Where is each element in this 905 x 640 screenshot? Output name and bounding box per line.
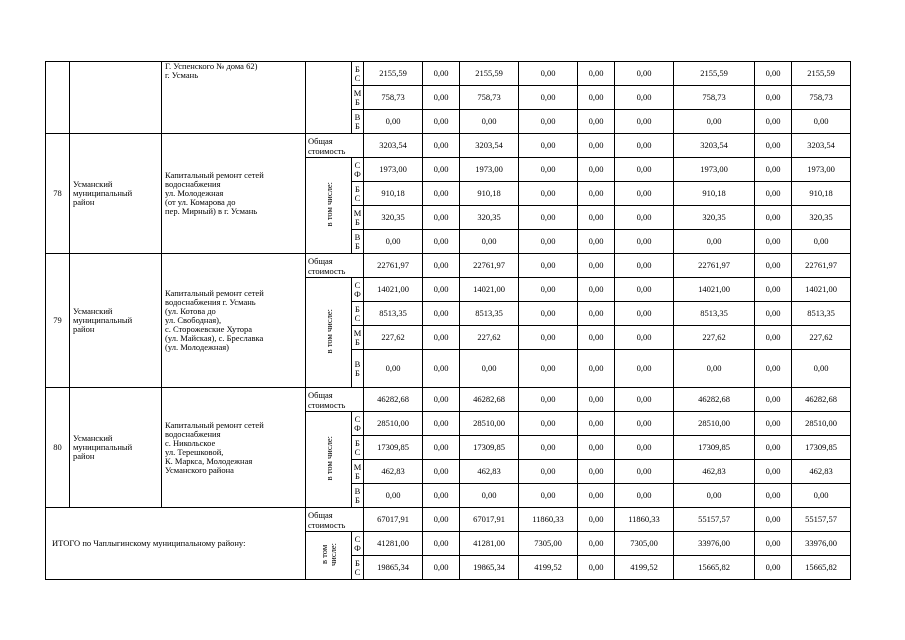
value-cell: 227,62 (460, 326, 519, 350)
value-cell: 2155,59 (364, 62, 423, 86)
value-cell: 320,35 (460, 206, 519, 230)
value-cell: 41281,00 (460, 532, 519, 556)
value-cell: 0,00 (755, 412, 792, 436)
fund-code: С Ф (352, 158, 364, 182)
fund-code: М Б (352, 86, 364, 110)
value-cell: 0,00 (423, 158, 460, 182)
value-cell: 0,00 (615, 86, 674, 110)
including-label: в том числе: (318, 543, 338, 566)
value-cell: 41281,00 (364, 532, 423, 556)
value-cell: 462,83 (460, 460, 519, 484)
district-name (70, 62, 162, 134)
value-cell: 0,00 (423, 412, 460, 436)
value-cell: 0,00 (755, 134, 792, 158)
value-cell: 0,00 (519, 230, 578, 254)
value-cell: 28510,00 (364, 412, 423, 436)
value-cell: 0,00 (755, 484, 792, 508)
value-cell: 0,00 (364, 350, 423, 388)
value-cell: 7305,00 (615, 532, 674, 556)
value-cell: 0,00 (519, 436, 578, 460)
value-cell: 8513,35 (792, 302, 851, 326)
value-cell: 1973,00 (460, 158, 519, 182)
value-cell: 55157,57 (674, 508, 755, 532)
value-cell: 0,00 (755, 278, 792, 302)
value-cell: 2155,59 (460, 62, 519, 86)
value-cell: 1973,00 (792, 158, 851, 182)
value-cell: 0,00 (755, 388, 792, 412)
total-cost-label: Общая стоимость (306, 254, 364, 278)
value-cell: 0,00 (519, 350, 578, 388)
value-cell: 0,00 (578, 412, 615, 436)
value-cell: 0,00 (615, 230, 674, 254)
fund-code: М Б (352, 460, 364, 484)
value-cell: 0,00 (615, 206, 674, 230)
value-cell: 17309,85 (460, 436, 519, 460)
value-cell: 910,18 (792, 182, 851, 206)
value-cell: 46282,68 (674, 388, 755, 412)
total-cost-label: Общая стоимость (306, 508, 364, 532)
value-cell: 0,00 (423, 110, 460, 134)
value-cell: 462,83 (364, 460, 423, 484)
value-cell: 758,73 (792, 86, 851, 110)
value-cell: 4199,52 (519, 556, 578, 580)
value-cell: 3203,54 (364, 134, 423, 158)
value-cell: 0,00 (423, 460, 460, 484)
value-cell: 0,00 (615, 158, 674, 182)
value-cell: 0,00 (755, 62, 792, 86)
value-cell: 14021,00 (792, 278, 851, 302)
value-cell: 28510,00 (460, 412, 519, 436)
value-cell: 19865,34 (460, 556, 519, 580)
district-name: Усманский муниципальный район (70, 388, 162, 508)
value-cell: 0,00 (615, 484, 674, 508)
value-cell: 0,00 (460, 230, 519, 254)
value-cell: 0,00 (578, 388, 615, 412)
value-cell: 462,83 (792, 460, 851, 484)
budget-table-sheet (45, 61, 851, 580)
fund-code: В Б (352, 110, 364, 134)
value-cell: 227,62 (364, 326, 423, 350)
value-cell: 0,00 (519, 460, 578, 484)
value-cell: 67017,91 (460, 508, 519, 532)
value-cell: 0,00 (755, 206, 792, 230)
value-cell: 3203,54 (460, 134, 519, 158)
value-cell: 0,00 (792, 110, 851, 134)
value-cell: 8513,35 (674, 302, 755, 326)
project-description: Капитальный ремонт сетей водоснабжения г. Усмань (ул. Котова до ул. Свободная), с. Сторожевские Хутора (ул. Майская), с. Бреславка (ул. Молодежная) (162, 254, 306, 388)
value-cell: 15665,82 (792, 556, 851, 580)
value-cell: 0,00 (578, 158, 615, 182)
value-cell: 33976,00 (792, 532, 851, 556)
value-cell: 28510,00 (792, 412, 851, 436)
value-cell: 0,00 (578, 326, 615, 350)
value-cell: 19865,34 (364, 556, 423, 580)
value-cell: 0,00 (792, 350, 851, 388)
value-cell: 0,00 (423, 230, 460, 254)
value-cell: 0,00 (615, 388, 674, 412)
fund-code: Б С (352, 62, 364, 86)
budget-table (45, 61, 851, 580)
row-number (46, 62, 70, 134)
fund-code: М Б (352, 206, 364, 230)
value-cell: 22761,97 (364, 254, 423, 278)
value-cell: 0,00 (519, 206, 578, 230)
value-cell: 0,00 (364, 484, 423, 508)
grand-total-label: ИТОГО по Чаплыгинскому муниципальному району: (46, 508, 306, 580)
row-number: 80 (46, 388, 70, 508)
value-cell: 0,00 (615, 62, 674, 86)
value-cell: 0,00 (578, 350, 615, 388)
value-cell: 758,73 (460, 86, 519, 110)
value-cell: 0,00 (755, 254, 792, 278)
value-cell: 0,00 (423, 532, 460, 556)
value-cell: 0,00 (423, 278, 460, 302)
value-cell: 0,00 (519, 134, 578, 158)
value-cell: 0,00 (755, 230, 792, 254)
value-cell: 14021,00 (364, 278, 423, 302)
value-cell: 0,00 (578, 302, 615, 326)
value-cell: 8513,35 (364, 302, 423, 326)
value-cell: 0,00 (578, 134, 615, 158)
value-cell: 0,00 (578, 230, 615, 254)
value-cell: 11860,33 (519, 508, 578, 532)
value-cell: 4199,52 (615, 556, 674, 580)
including-label: в том числе: (323, 436, 334, 481)
value-cell: 0,00 (519, 484, 578, 508)
value-cell: 22761,97 (460, 254, 519, 278)
value-cell: 0,00 (578, 62, 615, 86)
row-number: 79 (46, 254, 70, 388)
value-cell: 3203,54 (792, 134, 851, 158)
value-cell: 67017,91 (364, 508, 423, 532)
value-cell: 0,00 (578, 556, 615, 580)
value-cell: 758,73 (674, 86, 755, 110)
value-cell: 0,00 (423, 388, 460, 412)
value-cell: 0,00 (423, 254, 460, 278)
fund-code: С Ф (352, 278, 364, 302)
value-cell: 0,00 (578, 110, 615, 134)
value-cell: 0,00 (460, 110, 519, 134)
value-cell: 0,00 (578, 254, 615, 278)
value-cell: 227,62 (674, 326, 755, 350)
value-cell: 0,00 (615, 278, 674, 302)
fund-code: С Ф (352, 532, 364, 556)
including-label-cell (306, 278, 352, 388)
row-number: 78 (46, 134, 70, 254)
value-cell: 8513,35 (460, 302, 519, 326)
value-cell: 0,00 (615, 134, 674, 158)
value-cell: 46282,68 (460, 388, 519, 412)
value-cell: 0,00 (755, 158, 792, 182)
including-label-cell (306, 532, 352, 580)
value-cell: 0,00 (423, 556, 460, 580)
value-cell: 758,73 (364, 86, 423, 110)
value-cell: 46282,68 (792, 388, 851, 412)
value-cell: 17309,85 (792, 436, 851, 460)
value-cell: 0,00 (615, 412, 674, 436)
value-cell: 0,00 (519, 62, 578, 86)
value-cell: 0,00 (460, 484, 519, 508)
value-cell: 227,62 (792, 326, 851, 350)
value-cell: 0,00 (423, 484, 460, 508)
value-cell: 14021,00 (674, 278, 755, 302)
fund-code: С Ф (352, 412, 364, 436)
value-cell: 910,18 (364, 182, 423, 206)
value-cell: 0,00 (519, 388, 578, 412)
project-description: Капитальный ремонт сетей водоснабжения ул. Молодежная (от ул. Комарова до пер. Мирный) в г. Усмань (162, 134, 306, 254)
value-cell: 0,00 (615, 436, 674, 460)
value-cell: 0,00 (755, 182, 792, 206)
value-cell: 0,00 (364, 110, 423, 134)
district-name: Усманский муниципальный район (70, 134, 162, 254)
value-cell: 0,00 (755, 110, 792, 134)
value-cell: 17309,85 (364, 436, 423, 460)
value-cell: 1973,00 (674, 158, 755, 182)
value-cell: 0,00 (519, 86, 578, 110)
fund-code: Б С (352, 182, 364, 206)
value-cell: 0,00 (755, 326, 792, 350)
value-cell: 17309,85 (674, 436, 755, 460)
value-cell: 0,00 (674, 110, 755, 134)
value-cell: 0,00 (519, 412, 578, 436)
value-cell: 0,00 (578, 508, 615, 532)
value-cell: 55157,57 (792, 508, 851, 532)
total-cost-label: Общая стоимость (306, 388, 364, 412)
value-cell: 320,35 (792, 206, 851, 230)
value-cell: 0,00 (674, 230, 755, 254)
value-cell: 2155,59 (792, 62, 851, 86)
value-cell: 0,00 (423, 508, 460, 532)
value-cell: 0,00 (578, 460, 615, 484)
value-cell: 0,00 (792, 484, 851, 508)
value-cell: 0,00 (519, 278, 578, 302)
project-description: Г. Успенского № дома 62) г. Усмань (162, 62, 306, 134)
value-cell: 0,00 (519, 302, 578, 326)
value-cell: 0,00 (578, 206, 615, 230)
value-cell: 0,00 (423, 134, 460, 158)
including-label-cell (306, 412, 352, 508)
value-cell: 14021,00 (460, 278, 519, 302)
value-cell: 0,00 (519, 182, 578, 206)
value-cell: 1973,00 (364, 158, 423, 182)
value-cell: 0,00 (615, 254, 674, 278)
value-cell: 0,00 (519, 254, 578, 278)
total-cost-label: Общая стоимость (306, 134, 364, 158)
value-cell: 22761,97 (792, 254, 851, 278)
including-label: в том числе: (323, 182, 334, 227)
value-cell: 0,00 (615, 110, 674, 134)
value-cell: 910,18 (460, 182, 519, 206)
value-cell: 0,00 (755, 86, 792, 110)
value-cell: 0,00 (423, 350, 460, 388)
fund-code: Б С (352, 302, 364, 326)
value-cell: 0,00 (755, 508, 792, 532)
value-cell: 33976,00 (674, 532, 755, 556)
value-cell: 320,35 (364, 206, 423, 230)
value-cell: 46282,68 (364, 388, 423, 412)
fund-code: Б С (352, 556, 364, 580)
value-cell: 0,00 (423, 436, 460, 460)
total-row (46, 134, 851, 158)
value-cell: 0,00 (755, 460, 792, 484)
value-cell: 0,00 (615, 302, 674, 326)
value-cell: 0,00 (755, 436, 792, 460)
fund-code: Б С (352, 436, 364, 460)
value-cell: 0,00 (423, 86, 460, 110)
value-cell: 0,00 (615, 326, 674, 350)
value-cell: 22761,97 (674, 254, 755, 278)
value-cell: 0,00 (578, 484, 615, 508)
including-label: в том числе: (323, 309, 334, 354)
total-row (46, 388, 851, 412)
value-cell: 0,00 (792, 230, 851, 254)
value-cell: 320,35 (674, 206, 755, 230)
value-cell: 910,18 (674, 182, 755, 206)
district-name: Усманский муниципальный район (70, 254, 162, 388)
value-cell: 0,00 (674, 484, 755, 508)
value-cell: 0,00 (755, 302, 792, 326)
including-label-cell (306, 158, 352, 254)
value-cell: 2155,59 (674, 62, 755, 86)
value-cell: 0,00 (460, 350, 519, 388)
value-cell: 15665,82 (674, 556, 755, 580)
value-cell: 0,00 (615, 460, 674, 484)
fund-code: В Б (352, 350, 364, 388)
total-row (46, 254, 851, 278)
value-cell: 0,00 (423, 62, 460, 86)
fund-code: М Б (352, 326, 364, 350)
value-cell: 0,00 (578, 86, 615, 110)
value-cell: 0,00 (519, 326, 578, 350)
fund-code: В Б (352, 230, 364, 254)
grand-total-row (46, 508, 851, 532)
value-cell: 0,00 (519, 158, 578, 182)
value-cell: 0,00 (615, 182, 674, 206)
fund-line-row (46, 62, 851, 86)
value-cell: 0,00 (578, 532, 615, 556)
value-cell: 0,00 (615, 350, 674, 388)
value-cell: 11860,33 (615, 508, 674, 532)
value-cell: 0,00 (755, 532, 792, 556)
value-cell: 28510,00 (674, 412, 755, 436)
value-cell: 0,00 (519, 110, 578, 134)
value-cell: 0,00 (423, 326, 460, 350)
value-cell: 3203,54 (674, 134, 755, 158)
value-cell: 0,00 (423, 206, 460, 230)
value-cell: 0,00 (674, 350, 755, 388)
value-cell: 0,00 (364, 230, 423, 254)
fund-code: В Б (352, 484, 364, 508)
value-cell: 462,83 (674, 460, 755, 484)
value-cell: 7305,00 (519, 532, 578, 556)
value-cell: 0,00 (578, 278, 615, 302)
value-cell: 0,00 (755, 556, 792, 580)
value-cell: 0,00 (578, 436, 615, 460)
value-cell: 0,00 (423, 302, 460, 326)
value-cell: 0,00 (423, 182, 460, 206)
value-cell: 0,00 (755, 350, 792, 388)
project-description: Капитальный ремонт сетей водоснабжения с. Никольское ул. Терешковой, К. Маркса, Молодежная Усманского района (162, 388, 306, 508)
including-label-cell (306, 62, 352, 134)
value-cell: 0,00 (578, 182, 615, 206)
